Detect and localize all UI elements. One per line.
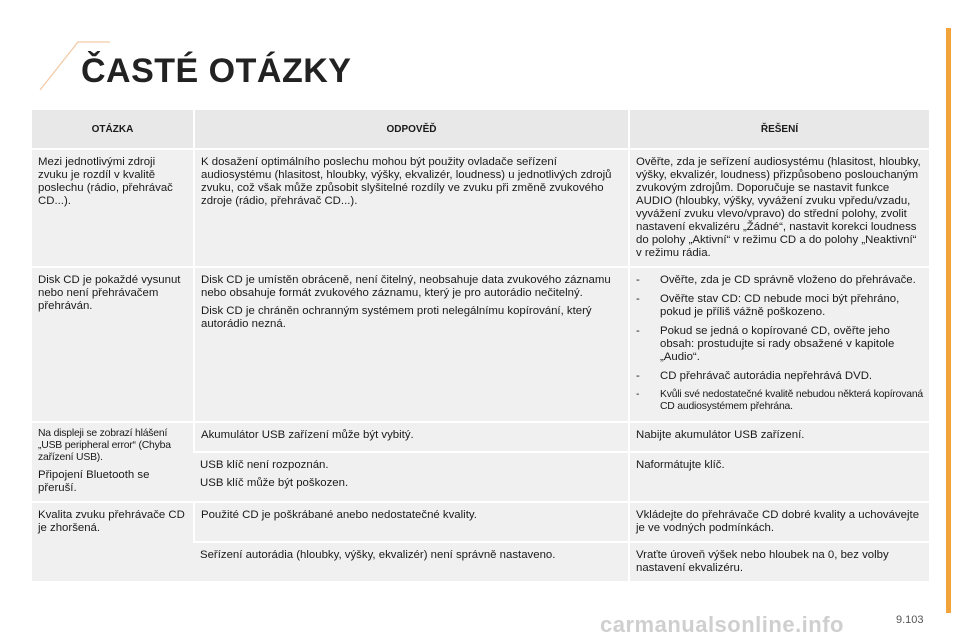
column-header-answer: ODPOVĚĎ <box>194 110 629 149</box>
answer-cell: Použité CD je poškrábané anebo nedostatečné kvality. <box>194 502 629 542</box>
watermark: carmanualsonline.info <box>600 612 844 637</box>
solution-list <box>636 274 923 413</box>
table-row <box>32 267 929 422</box>
list-item: - Ověřte stav CD: CD nebude moci být přehráno, pokud je příliš vážně poškozeno. <box>636 293 923 319</box>
list-item: - Pokud se jedná o kopírované CD, ověřte jeho obsah: prostudujte si rady obsažené v kapitole „Audio“. <box>636 325 923 364</box>
table-header-row <box>32 110 929 149</box>
solution-cell: Vkládejte do přehrávače CD dobré kvality a uchovávejte je ve vodných podmínkách. <box>629 502 929 542</box>
solution-cell <box>629 267 929 422</box>
answer-cell: Akumulátor USB zařízení může být vybitý. <box>194 422 629 452</box>
solution-cell: Nabijte akumulátor USB zařízení. <box>629 422 929 452</box>
answer-cell: Disk CD je umístěn obráceně, není čitelný, neobsahuje data zvukového záznamu nebo obsahuje formát zvukového záznamu, který je pro autorádio nečitelný. Disk CD je chráněn ochranným systémem proti nelegálnímu kopírování, který autorádio nezná. <box>194 267 629 422</box>
page-title: ČASTÉ OTÁZKY <box>81 52 352 90</box>
list-item: - Kvůli své nedostatečné kvalitě nebudou některá kopírovaná CD audiosystémem přehrána. <box>636 389 923 413</box>
answer-cell: Seřízení autorádia (hloubky, výšky, ekvalizér) není správně nastaveno. <box>194 542 629 582</box>
question-cell: Disk CD je pokaždé vysunut nebo není přehrávačem přehráván. <box>32 267 194 422</box>
list-item: - CD přehrávač autorádia nepřehrává DVD. <box>636 370 923 383</box>
solution-cell: Ověřte, zda je seřízení audiosystému (hlasitost, hloubky, výšky, ekvalizér, loudness) přizpůsobeno poslouchaným zvukovým zdrojům. Doporučuje se nastavit funkce AUDIO (hloubky, výšky, vyvážení zvuku vpředu/vzadu, vyvážení zvuku vlevo/vpravo) do střední polohy, zvolit nastavení ekvalizéru „Žádné“, nastavit korekci loudness do polohy „Aktivní“ v režimu CD a do polohy „Neaktivní“ v režimu rádia. <box>629 149 929 267</box>
question-cell: Na displeji se zobrazí hlášení „USB peripheral error“ (Chyba zařízení USB). Připojení Bluetooth se přeruší. <box>32 422 194 502</box>
chapter-edge-bar <box>946 28 951 613</box>
question-cell: Mezi jednotlivými zdroji zvuku je rozdíl v kvalitě poslechu (rádio, přehrávač CD...). <box>32 149 194 267</box>
solution-cell: Naformátujte klíč. <box>629 452 929 502</box>
solution-cell: Vraťte úroveň výšek nebo hloubek na 0, bez volby nastavení ekvalizéru. <box>629 542 929 582</box>
answer-cell: K dosažení optimálního poslechu mohou být použity ovladače seřízení audiosystému (hlasitost, hloubky, výšky, ekvalizér, loudness) u jednotlivých zdrojů zvuku, což však může způsobit slyšitelné rozdíly ve zvuku při změně zvukového zdroje (rádio, přehrávač CD...). <box>194 149 629 267</box>
faq-table <box>32 110 929 583</box>
column-header-question: OTÁZKA <box>32 110 194 149</box>
table-row <box>32 422 929 452</box>
table-row <box>32 502 929 542</box>
table-row <box>32 149 929 267</box>
column-header-solution: ŘEŠENÍ <box>629 110 929 149</box>
list-item: - Ověřte, zda je CD správně vloženo do přehrávače. <box>636 274 923 287</box>
answer-cell: USB klíč není rozpoznán. USB klíč může být poškozen. <box>194 452 629 502</box>
page-number: 9.103 <box>896 614 924 626</box>
question-cell: Kvalita zvuku přehrávače CD je zhoršená. <box>32 502 194 582</box>
